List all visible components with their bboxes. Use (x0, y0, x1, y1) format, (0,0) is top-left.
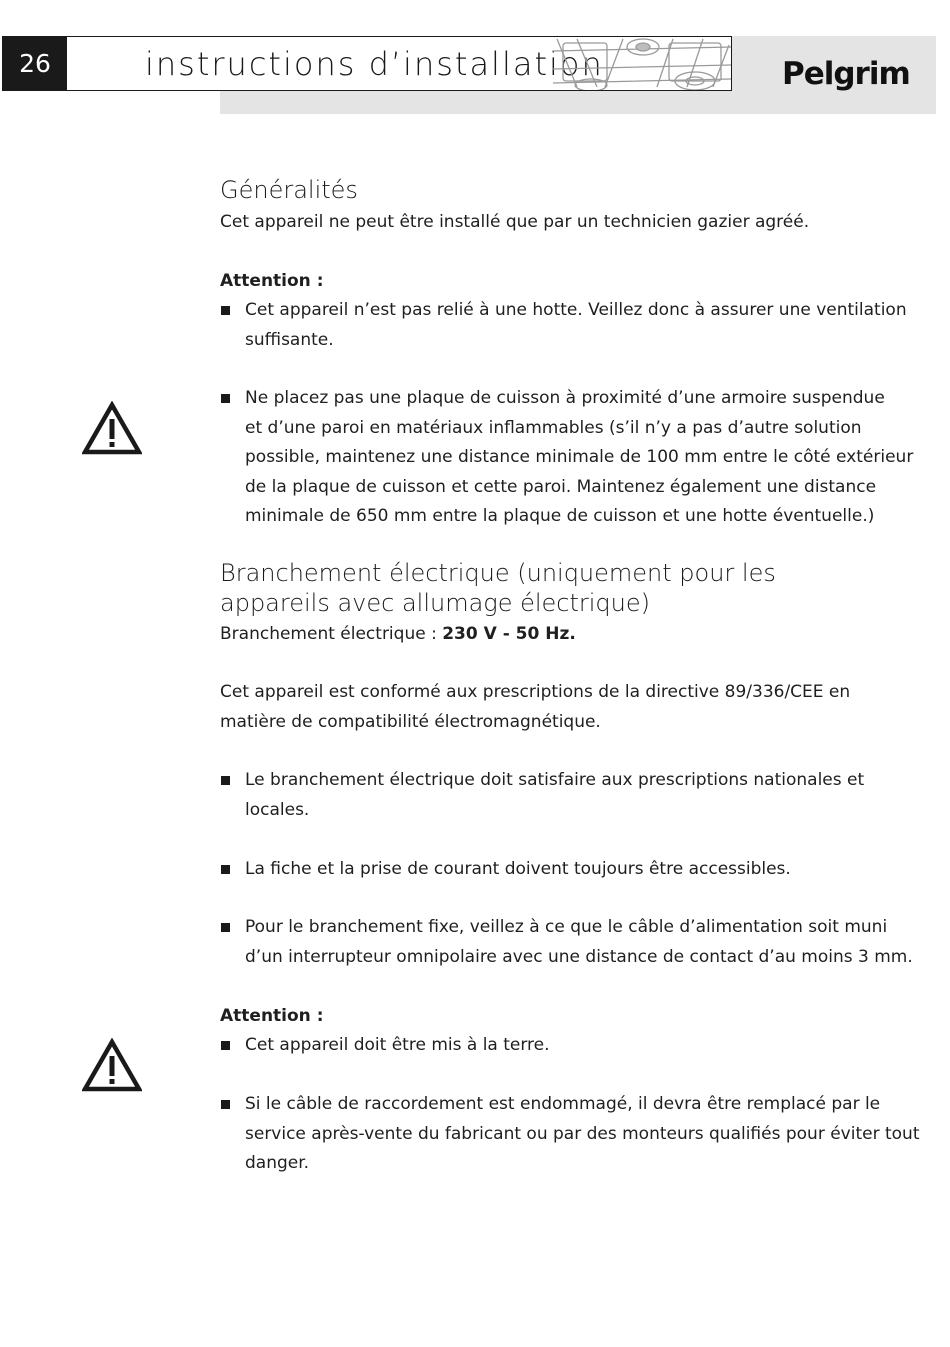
gas-hob-illustration (553, 37, 731, 90)
general-intro: Cet appareil ne peut être installé que par un technicien gazier agréé. (220, 212, 810, 232)
voltage-value: 230 V - 50 Hz. (442, 624, 576, 644)
bullet-square (221, 1041, 230, 1050)
warning-triangle-icon (82, 401, 142, 455)
page-header (2, 36, 732, 91)
directive-paragraph: Cet appareil est conformé aux prescriptions de la directive 89/336/CEE en matière de compatibilité électromagnétique. (220, 682, 851, 732)
attention-label: Attention : (220, 271, 324, 291)
section-heading-general: Généralités (220, 176, 358, 204)
section-heading-electrical: Branchement électrique (uniquement pour les appareils avec allumage électrique) (220, 559, 776, 617)
bullet-square (221, 923, 230, 932)
page-number: 26 (3, 37, 67, 90)
bullet-square (221, 394, 230, 403)
warning-triangle-icon (82, 1038, 142, 1092)
pelgrim-logo: Pelgrim (782, 56, 910, 92)
page-title: instructions d’installation (145, 45, 604, 83)
attention-label: Attention : (220, 1006, 324, 1026)
bullet-square (221, 1100, 230, 1109)
connection-spec: Branchement électrique : 230 V - 50 Hz. (220, 624, 576, 644)
bullet-square (221, 865, 230, 874)
bullet-square (221, 306, 230, 315)
bullet-square (221, 776, 230, 785)
